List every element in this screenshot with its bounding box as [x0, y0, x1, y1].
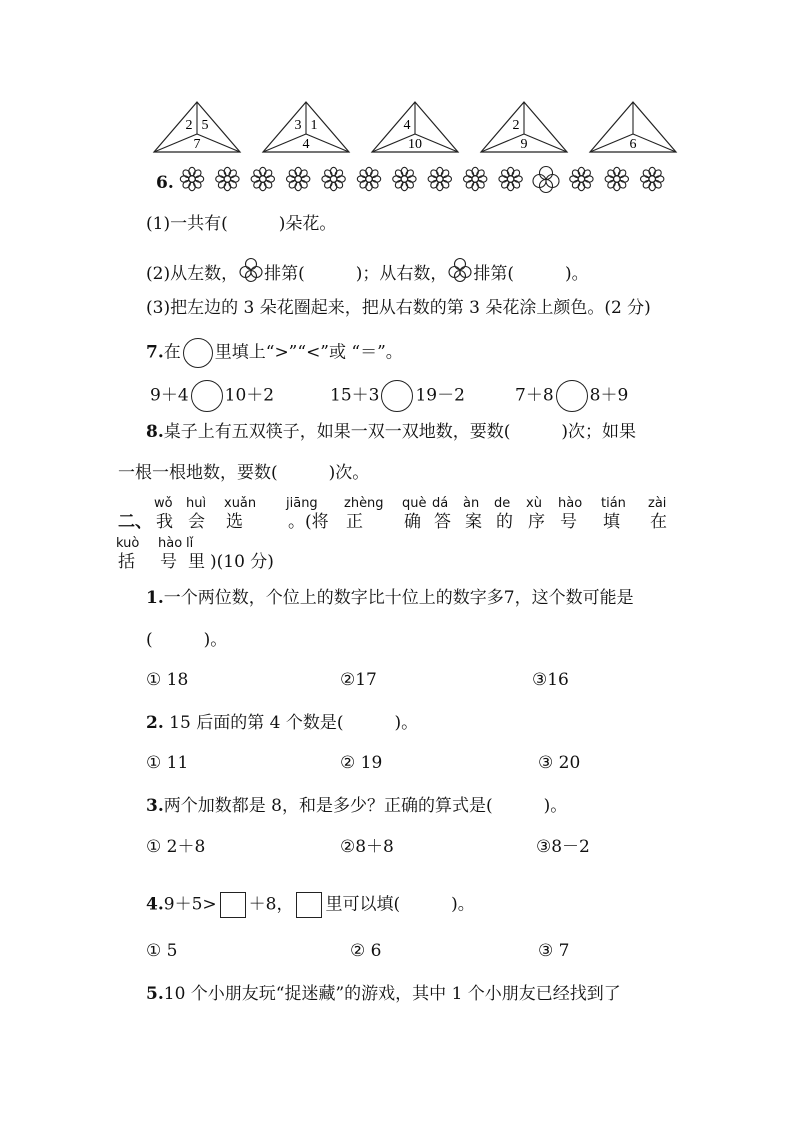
heading-character: 正: [346, 512, 363, 532]
flower-icon: [180, 167, 203, 190]
heading-character: 会: [188, 512, 205, 532]
heading-character: 确: [404, 512, 421, 532]
choice-q3-opt1[interactable]: ① 2＋8: [146, 837, 206, 857]
triangle-right-number: 1: [310, 118, 318, 133]
choice-q2-line: [146, 713, 418, 733]
choice-q1-blank: ( )。: [146, 630, 228, 650]
q7-e1-left: 9＋4: [150, 385, 189, 406]
answer-box[interactable]: [220, 892, 246, 918]
q6-sub2-a: (2)从左数，: [146, 264, 239, 284]
flower-icon: [570, 167, 593, 190]
triangle-bottom-number: 6: [629, 137, 637, 152]
flower-icon: [357, 167, 380, 190]
choice-q5-text: 10 个小朋友玩“捉迷藏”的游戏，其中 1 个小朋友已经找到了: [163, 984, 621, 1004]
flower-icon: [464, 167, 487, 190]
heading-character: 。(将: [288, 512, 329, 532]
section2-tail: )(10 分): [210, 552, 274, 572]
answer-circle[interactable]: [191, 380, 223, 412]
pinyin-label: tián: [601, 496, 626, 511]
choice-q2-text: 15 后面的第 4 个数是( )。: [163, 713, 419, 733]
triangle-diagram: [590, 102, 676, 152]
choice-q3-line: [146, 796, 567, 816]
heading-character: 号: [560, 512, 577, 532]
pinyin-label: zài: [648, 496, 667, 511]
heading-character: 案: [465, 512, 482, 532]
choice-q1-line: [146, 588, 634, 608]
q7-text-a: 在: [163, 342, 181, 363]
flower-icon: [499, 167, 522, 190]
triangle-bottom-number: 10: [408, 137, 422, 152]
choice-q4-text-b: ＋8，: [248, 894, 294, 915]
triangle-bottom-number: 4: [302, 137, 310, 152]
flower-icon: [641, 167, 664, 190]
choice-q4-opt3[interactable]: ③ 7: [538, 941, 570, 961]
heading-character: 号: [160, 552, 177, 572]
q6-sub2: [146, 257, 589, 284]
special-flower-icon: [447, 257, 473, 283]
q7-line: [146, 338, 403, 368]
answer-box[interactable]: [296, 892, 322, 918]
choice-q3-number: 3.: [146, 796, 164, 816]
q7-e1-right: 10＋2: [224, 385, 275, 406]
flower-icon: [322, 167, 345, 190]
special-flower-icon: [238, 257, 264, 283]
pinyin-label: wǒ: [154, 496, 173, 511]
pinyin-label: dá: [432, 496, 449, 511]
choice-q5-line: [146, 984, 621, 1004]
choice-q4-text-c: 里可以填( )。: [325, 894, 475, 915]
triangle-left-number: 2: [185, 118, 193, 133]
q7-e3-right: 8＋9: [589, 385, 629, 406]
q8-text-1: 桌子上有五双筷子，如果一双一双地数，要数( )次；如果: [163, 422, 637, 442]
choice-q2-opt1[interactable]: ① 11: [146, 753, 189, 773]
heading-character: 填: [603, 512, 620, 532]
pinyin-label: lǐ: [186, 536, 194, 551]
choice-q5-number: 5.: [146, 984, 164, 1004]
flower-row: [178, 162, 684, 196]
triangle-diagram: [154, 102, 240, 152]
choice-q2-opt3[interactable]: ③ 20: [538, 753, 581, 773]
triangle-diagram: [481, 102, 567, 152]
heading-character: 答: [434, 512, 451, 532]
q8-line1: [146, 422, 636, 442]
choice-q1-opt3[interactable]: ③16: [532, 670, 569, 690]
choice-q3-text: 两个加数都是 8，和是多少？正确的算式是( )。: [163, 796, 568, 816]
pinyin-label: àn: [463, 496, 480, 511]
heading-character: 在: [650, 512, 667, 532]
q7-exercises: [150, 380, 274, 412]
q7-e2-right: 19－2: [415, 385, 465, 406]
q6-sub3: (3)把左边的 3 朵花圈起来，把从右数的第 3 朵花涂上颜色。(2 分): [146, 298, 651, 318]
q7-exercise-3: [515, 380, 628, 412]
q6-sub1: (1)一共有( )朵花。: [146, 214, 337, 234]
heading-character: 选: [226, 512, 243, 532]
choice-q3-opt2[interactable]: ②8＋8: [340, 837, 394, 857]
heading-character: 里: [188, 552, 205, 572]
flower-icon: [428, 167, 451, 190]
q7-text-b: 里填上“>”“<”或 “＝”。: [214, 342, 403, 363]
triangle-bottom-number: 7: [193, 137, 201, 152]
pinyin-label: jiāng: [286, 496, 318, 511]
flower-icon: [251, 167, 274, 190]
pinyin-label: zhèng: [344, 496, 384, 511]
q6-sub2-b: 排第( )；从右数，: [264, 264, 448, 284]
special-flower-icon: [533, 167, 559, 193]
flower-icon: [216, 167, 239, 190]
q7-e2-left: 15＋3: [330, 385, 380, 406]
pinyin-label: què: [402, 496, 427, 511]
heading-character: 的: [496, 512, 513, 532]
choice-q2-opt2[interactable]: ② 19: [340, 753, 383, 773]
q7-exercise-2: [330, 380, 465, 412]
section2-heading: [118, 494, 698, 574]
q8-line2: 一根一根地数，要数( )次。: [118, 463, 370, 483]
answer-circle[interactable]: [556, 380, 588, 412]
triangle-diagrams: [150, 100, 690, 156]
triangle-right-number: 5: [201, 118, 209, 133]
q6-number: 6.: [156, 173, 174, 193]
heading-character: 我: [156, 512, 173, 532]
choice-q4-number: 4.: [146, 894, 164, 915]
flower-icon: [605, 167, 628, 190]
choice-q1-opt1[interactable]: ① 18: [146, 670, 189, 690]
flower-icon: [393, 167, 416, 190]
triangle-left-number: 4: [403, 118, 411, 133]
pinyin-label: xù: [526, 496, 542, 511]
choice-q4-opt1[interactable]: ① 5: [146, 941, 178, 961]
choice-q1-opt2[interactable]: ②17: [340, 670, 377, 690]
q8-number: 8.: [146, 422, 164, 442]
pinyin-label: hào: [158, 536, 183, 551]
answer-circle[interactable]: [381, 380, 413, 412]
triangle-left-number: 3: [294, 118, 302, 133]
triangle-bottom-number: 9: [520, 137, 528, 152]
section2-prefix: 二、: [118, 512, 152, 532]
triangle-diagram: [372, 102, 458, 152]
heading-character: 括: [118, 552, 135, 572]
choice-q1-text: 一个两位数，个位上的数字比十位上的数字多7，这个数可能是: [163, 588, 634, 608]
pinyin-label: hào: [558, 496, 583, 511]
q7-number: 7.: [146, 342, 164, 363]
triangle-row: [150, 100, 690, 156]
pinyin-label: huì: [186, 496, 207, 511]
q6-sub2-c: 排第( )。: [473, 264, 589, 284]
choice-q4-line: [146, 892, 475, 918]
flower-icon: [287, 167, 310, 190]
choice-q1-number: 1.: [146, 588, 164, 608]
choice-q2-number: 2.: [146, 713, 164, 733]
choice-q4-text-a: 9＋5>: [163, 894, 217, 915]
pinyin-label: de: [494, 496, 511, 511]
choice-q3-opt3[interactable]: ③8－2: [536, 837, 590, 857]
triangle-diagram: [263, 102, 349, 152]
pinyin-label: kuò: [116, 536, 140, 551]
answer-circle[interactable]: [183, 338, 213, 368]
pinyin-label: xuǎn: [224, 496, 257, 511]
heading-character: 序: [528, 512, 545, 532]
triangle-left-number: 2: [512, 118, 520, 133]
choice-q4-opt2[interactable]: ② 6: [350, 941, 382, 961]
q7-e3-left: 7＋8: [515, 385, 554, 406]
